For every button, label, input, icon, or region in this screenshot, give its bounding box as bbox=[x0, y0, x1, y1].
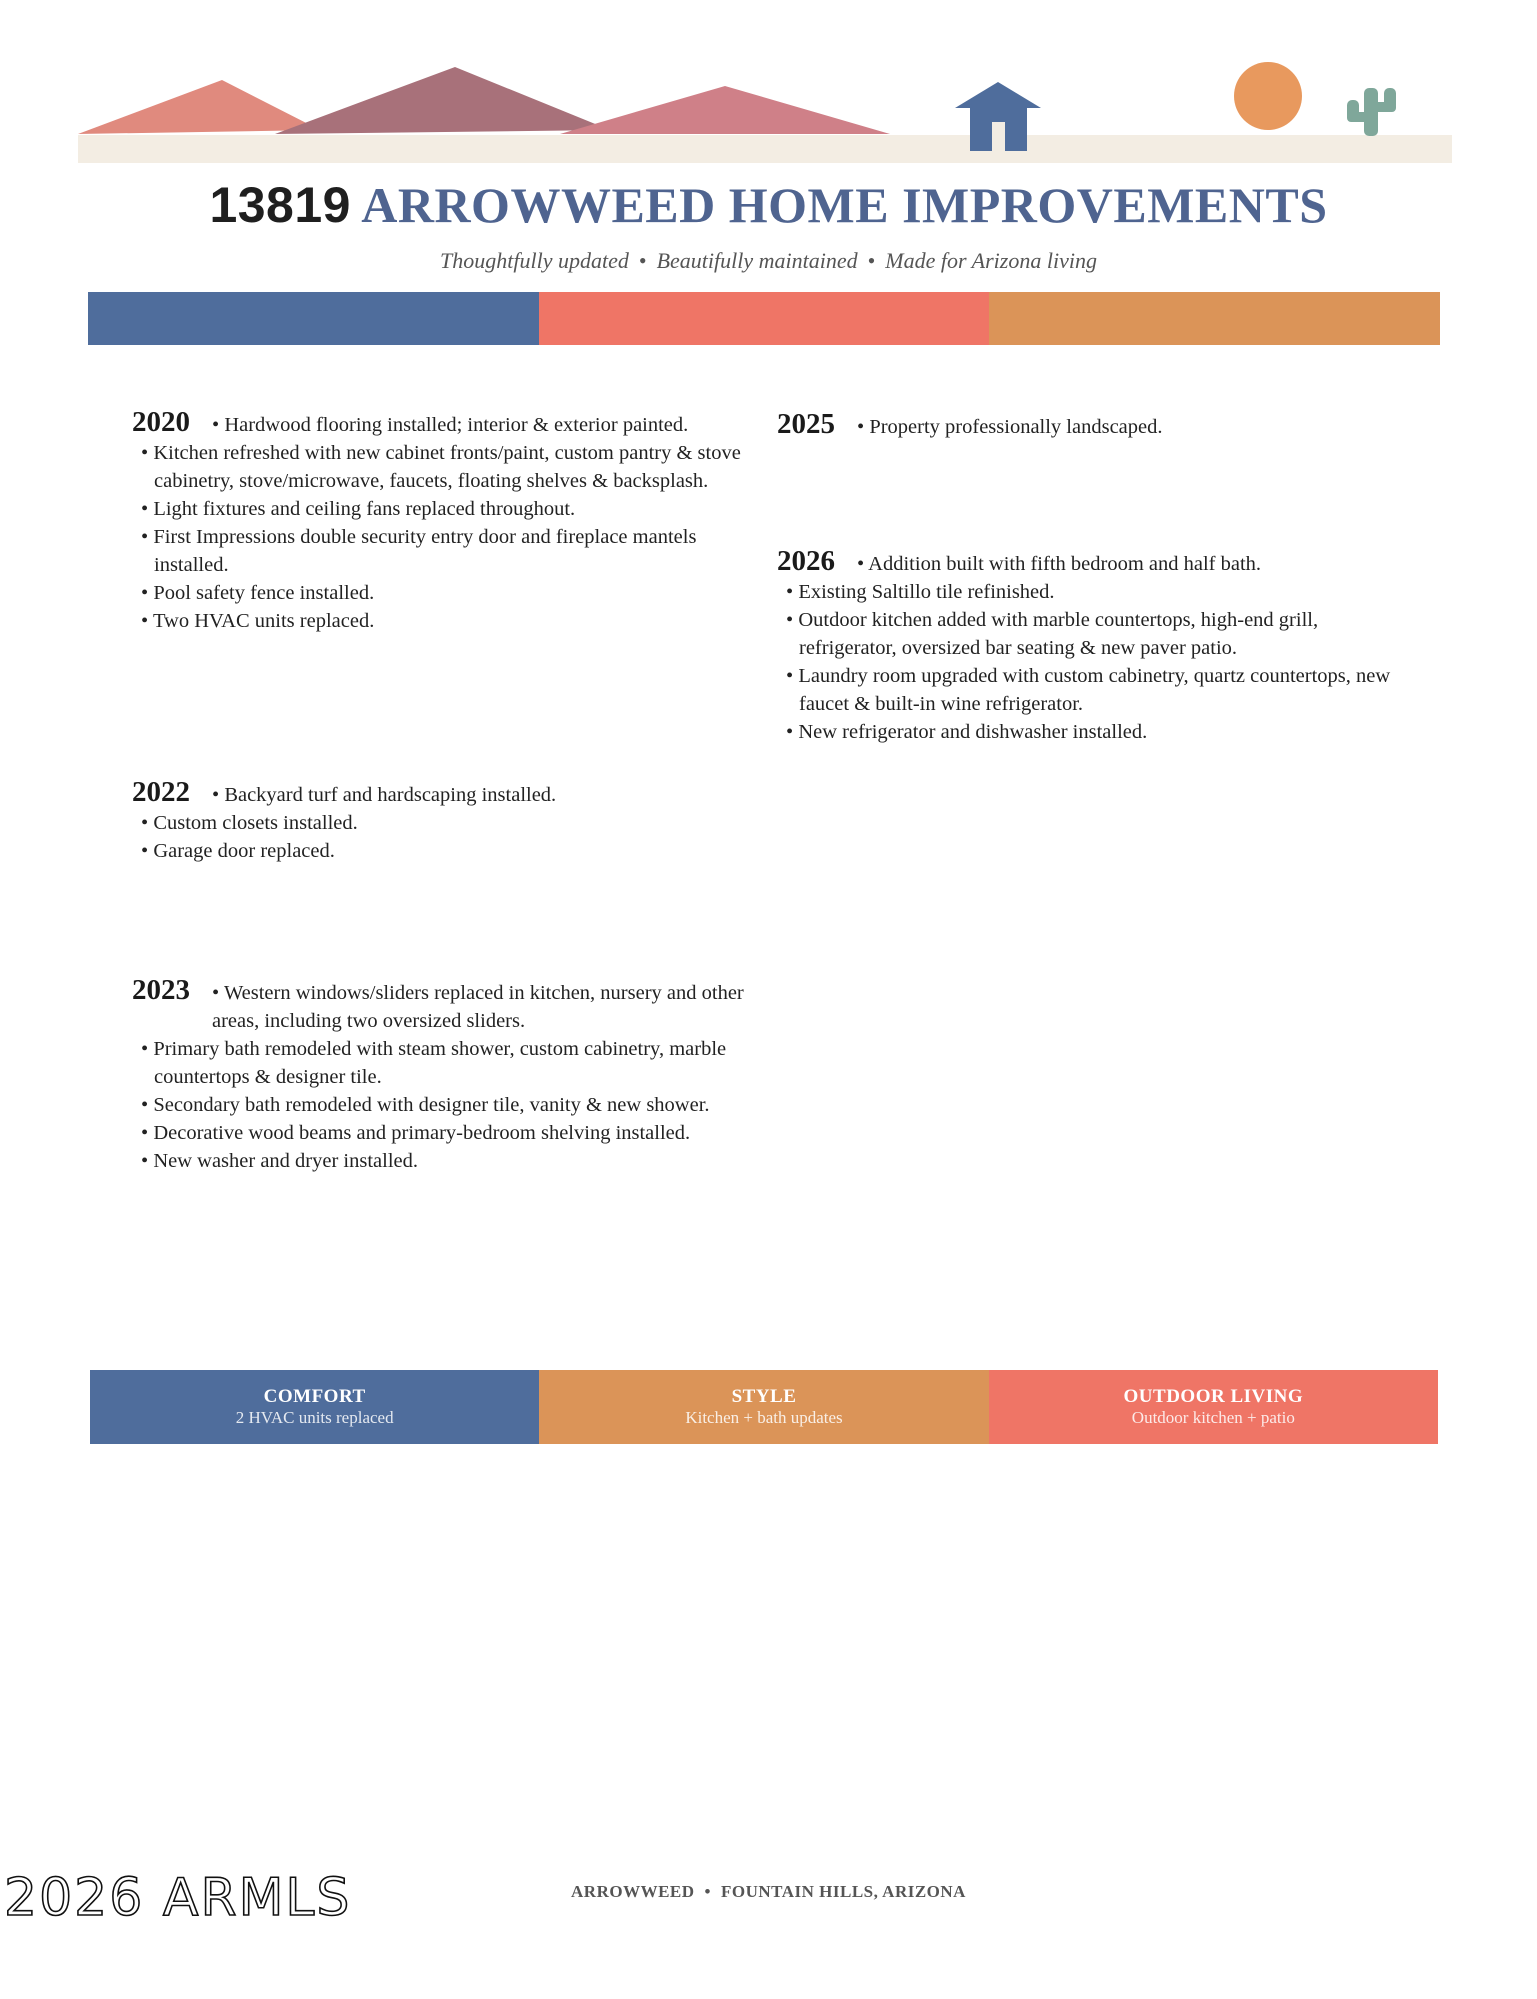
list-item: • Addition built with fifth bedroom and half bath. bbox=[857, 550, 1397, 578]
tagline-part-3: Made for Arizona living bbox=[885, 248, 1097, 273]
list-item: • Existing Saltillo tile refinished. bbox=[777, 578, 1397, 606]
tagline-part-1: Thoughtfully updated bbox=[440, 248, 629, 273]
color-band-coral bbox=[539, 292, 990, 345]
year-label: 2025 bbox=[777, 408, 835, 440]
year-block-2026 bbox=[777, 547, 1397, 746]
highlights-band bbox=[90, 1370, 1438, 1444]
list-item: • Hardwood flooring installed; interior & exterior painted. bbox=[212, 411, 752, 439]
mountain-middle bbox=[275, 67, 610, 134]
footer-right: FOUNTAIN HILLS, ARIZONA bbox=[720, 1882, 966, 1901]
year-block-2020 bbox=[132, 408, 752, 635]
page-title bbox=[0, 176, 1537, 234]
color-band-blue bbox=[88, 292, 539, 345]
footer bbox=[0, 1882, 1537, 1902]
tagline bbox=[0, 248, 1537, 274]
color-band-orange bbox=[989, 292, 1440, 345]
tagline-part-2: Beautifully maintained bbox=[656, 248, 858, 273]
list-item: • New washer and dryer installed. bbox=[132, 1147, 752, 1175]
list-item: • Custom closets installed. bbox=[132, 809, 752, 837]
mountain-left bbox=[78, 80, 320, 134]
list-item: • New refrigerator and dishwasher installed. bbox=[777, 718, 1397, 746]
list-item: • Pool safety fence installed. bbox=[132, 579, 752, 607]
highlight-comfort bbox=[90, 1370, 539, 1444]
list-item: • Two HVAC units replaced. bbox=[132, 607, 752, 635]
footer-separator: • bbox=[704, 1882, 711, 1901]
highlight-subtitle: 2 HVAC units replaced bbox=[235, 1408, 394, 1427]
ground-strip bbox=[78, 135, 1452, 163]
header-illustration bbox=[0, 0, 1537, 180]
highlight-title: OUTDOOR LIVING bbox=[1123, 1386, 1304, 1407]
footer-left: ARROWWEED bbox=[571, 1882, 695, 1901]
year-label: 2023 bbox=[132, 974, 190, 1006]
list-item: • Laundry room upgraded with custom cabinetry, quartz countertops, new faucet & built-in wine refrigerator. bbox=[777, 662, 1397, 718]
highlight-style bbox=[539, 1370, 988, 1444]
year-label: 2020 bbox=[132, 406, 190, 438]
tagline-separator: • bbox=[867, 248, 876, 273]
armls-watermark: 2026 ARMLS bbox=[4, 1868, 352, 1928]
list-item: • Outdoor kitchen added with marble countertops, high-end grill, refrigerator, oversized bar seating & new paver patio. bbox=[777, 606, 1397, 662]
list-item: • Light fixtures and ceiling fans replaced throughout. bbox=[132, 495, 752, 523]
highlight-subtitle: Kitchen + bath updates bbox=[685, 1408, 843, 1427]
year-block-2023 bbox=[132, 976, 752, 1175]
year-label: 2022 bbox=[132, 776, 190, 808]
highlight-outdoor-living bbox=[989, 1370, 1438, 1444]
year-label: 2026 bbox=[777, 545, 835, 577]
list-item: • Garage door replaced. bbox=[132, 837, 752, 865]
year-block-2025 bbox=[777, 410, 1397, 441]
list-item: • Property professionally landscaped. bbox=[857, 413, 1397, 441]
list-item: • Backyard turf and hardscaping installed. bbox=[212, 781, 752, 809]
highlight-subtitle: Outdoor kitchen + patio bbox=[1131, 1408, 1295, 1427]
list-item: • Kitchen refreshed with new cabinet fronts/paint, custom pantry & stove cabinetry, stove/microwave, faucets, floating shelves & backsplash. bbox=[132, 439, 752, 495]
list-item: • Primary bath remodeled with steam shower, custom cabinetry, marble countertops & designer tile. bbox=[132, 1035, 752, 1091]
mountain-right bbox=[560, 86, 890, 134]
list-item: • First Impressions double security entry door and fireplace mantels installed. bbox=[132, 523, 752, 579]
sun-icon bbox=[1234, 62, 1302, 130]
highlight-title: STYLE bbox=[731, 1386, 797, 1407]
tagline-separator: • bbox=[638, 248, 647, 273]
list-item: • Western windows/sliders replaced in kitchen, nursery and other areas, including two oversized sliders. bbox=[212, 979, 752, 1035]
cactus-icon bbox=[1347, 88, 1396, 136]
highlight-title: COMFORT bbox=[263, 1386, 366, 1407]
list-item: • Secondary bath remodeled with designer tile, vanity & new shower. bbox=[132, 1091, 752, 1119]
title-number: 13819 bbox=[209, 177, 351, 233]
title-text: ARROWWEED HOME IMPROVEMENTS bbox=[361, 177, 1328, 233]
year-block-2022 bbox=[132, 778, 752, 865]
list-item: • Decorative wood beams and primary-bedroom shelving installed. bbox=[132, 1119, 752, 1147]
color-band bbox=[88, 292, 1440, 345]
